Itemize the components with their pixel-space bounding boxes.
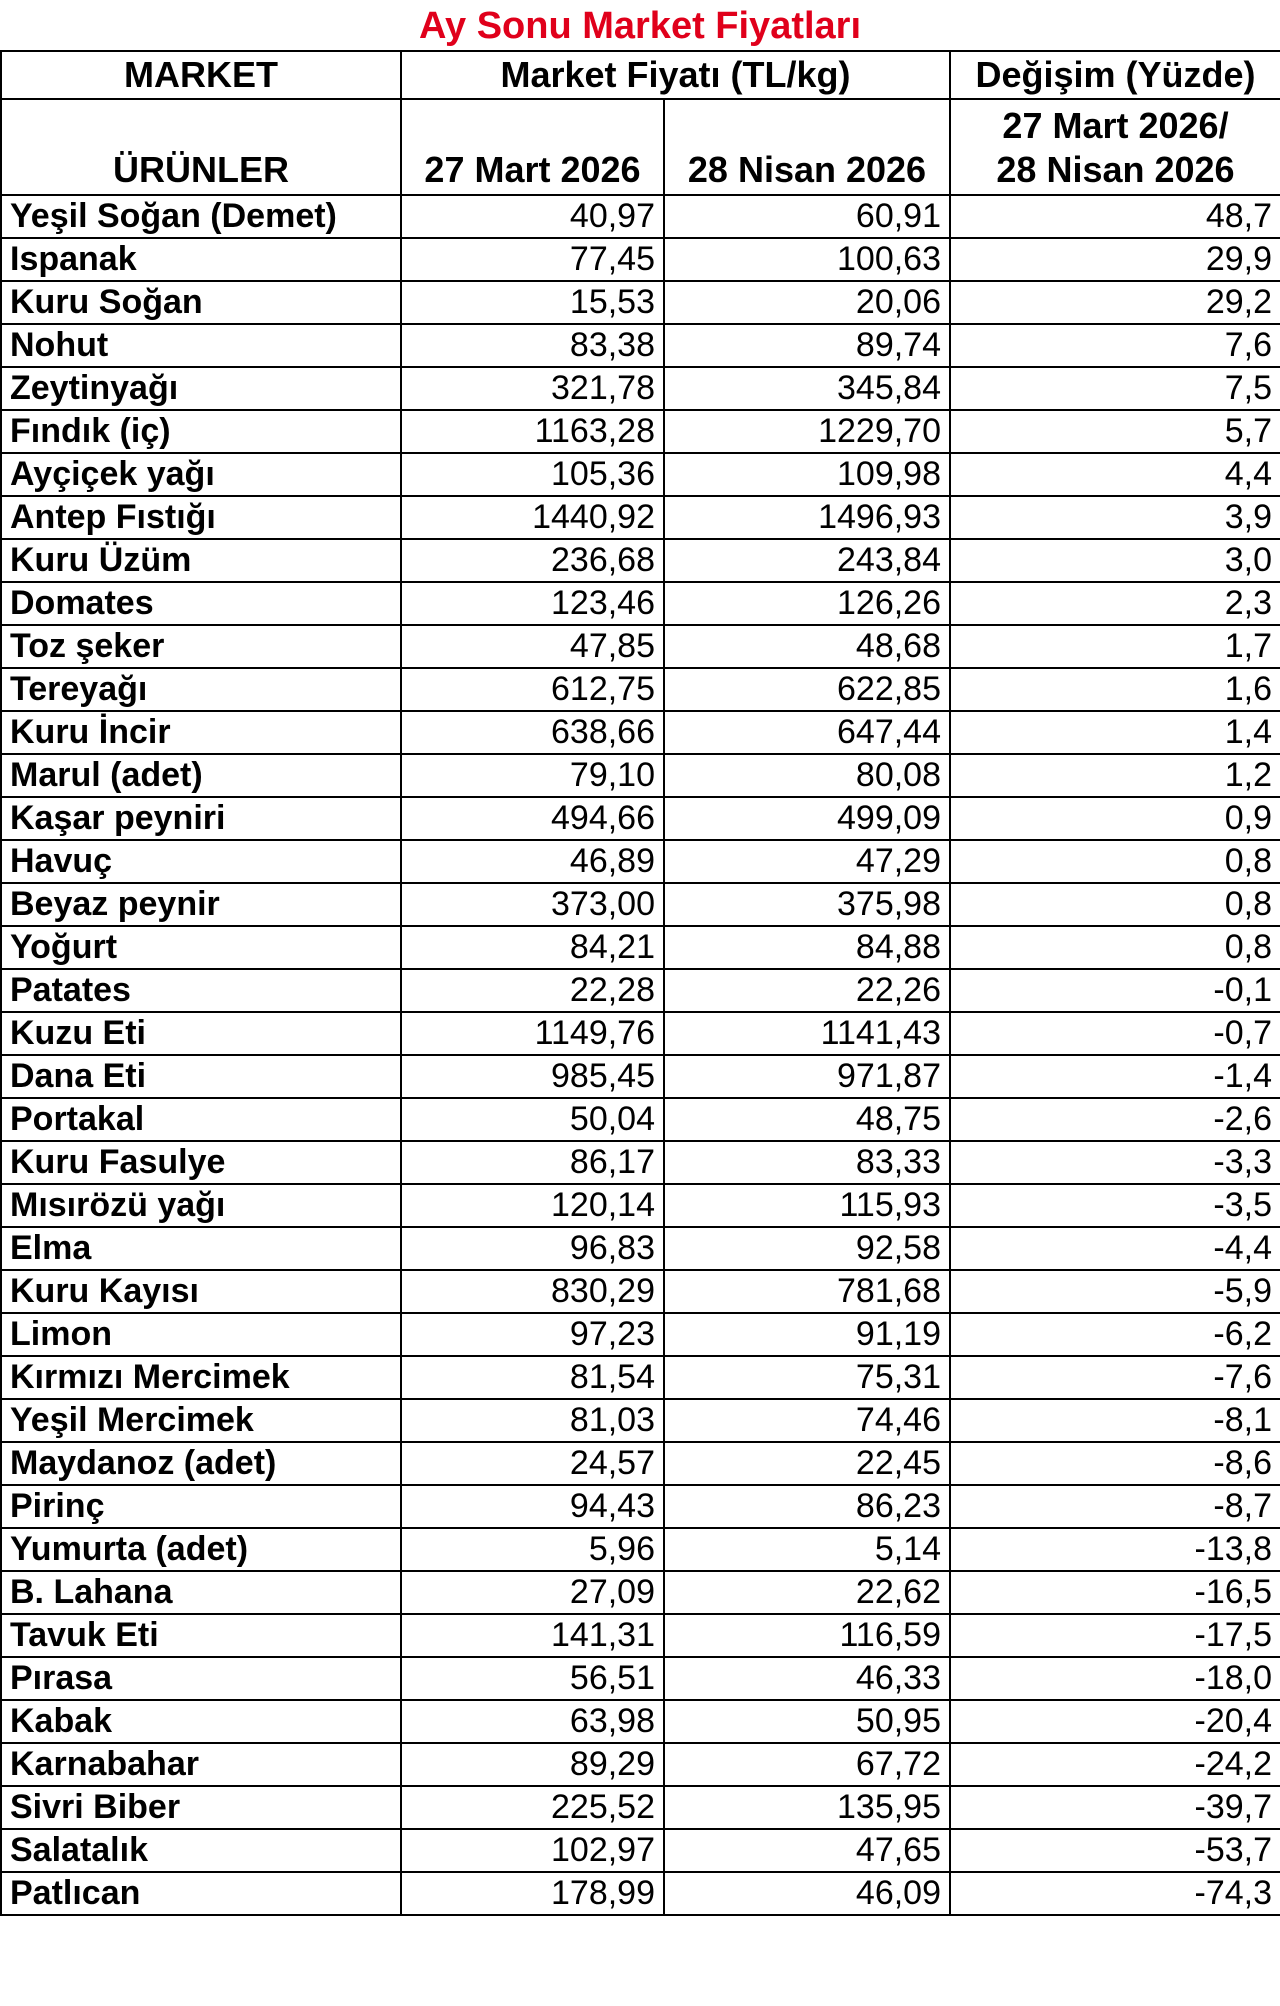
product-name-cell: Kabak (1, 1700, 401, 1743)
price-march-cell: 321,78 (401, 367, 664, 410)
price-april-cell: 22,26 (664, 969, 950, 1012)
table-row (1, 539, 1280, 582)
header-change-period-line1: 27 Mart 2026/ (1002, 105, 1229, 146)
table-row (1, 625, 1280, 668)
price-march-cell: 830,29 (401, 1270, 664, 1313)
table-row (1, 410, 1280, 453)
header-change-group: Değişim (Yüzde) (950, 51, 1280, 99)
price-april-cell: 84,88 (664, 926, 950, 969)
price-april-cell: 115,93 (664, 1184, 950, 1227)
product-name-cell: Karnabahar (1, 1743, 401, 1786)
price-march-cell: 236,68 (401, 539, 664, 582)
price-april-cell: 345,84 (664, 367, 950, 410)
product-name-cell: Nohut (1, 324, 401, 367)
table-row (1, 195, 1280, 238)
change-percent-cell: 0,8 (950, 840, 1280, 883)
price-march-cell: 27,09 (401, 1571, 664, 1614)
product-name-cell: Ispanak (1, 238, 401, 281)
price-april-cell: 20,06 (664, 281, 950, 324)
price-april-cell: 22,62 (664, 1571, 950, 1614)
price-march-cell: 105,36 (401, 453, 664, 496)
price-march-cell: 102,97 (401, 1829, 664, 1872)
change-percent-cell: -1,4 (950, 1055, 1280, 1098)
product-name-cell: Patates (1, 969, 401, 1012)
change-percent-cell: -20,4 (950, 1700, 1280, 1743)
product-name-cell: Yeşil Soğan (Demet) (1, 195, 401, 238)
table-row (1, 1055, 1280, 1098)
price-march-cell: 141,31 (401, 1614, 664, 1657)
product-name-cell: B. Lahana (1, 1571, 401, 1614)
table-row (1, 1743, 1280, 1786)
product-name-cell: Sivri Biber (1, 1786, 401, 1829)
product-name-cell: Kaşar peyniri (1, 797, 401, 840)
product-name-cell: Kuru Üzüm (1, 539, 401, 582)
price-march-cell: 1149,76 (401, 1012, 664, 1055)
header-row-bottom (1, 99, 1280, 195)
change-percent-cell: 1,4 (950, 711, 1280, 754)
change-percent-cell: -18,0 (950, 1657, 1280, 1700)
price-march-cell: 86,17 (401, 1141, 664, 1184)
price-march-cell: 56,51 (401, 1657, 664, 1700)
price-march-cell: 94,43 (401, 1485, 664, 1528)
product-name-cell: Havuç (1, 840, 401, 883)
price-march-cell: 47,85 (401, 625, 664, 668)
change-percent-cell: 48,7 (950, 195, 1280, 238)
change-percent-cell: 2,3 (950, 582, 1280, 625)
change-percent-cell: -3,5 (950, 1184, 1280, 1227)
price-march-cell: 120,14 (401, 1184, 664, 1227)
change-percent-cell: -13,8 (950, 1528, 1280, 1571)
price-march-cell: 24,57 (401, 1442, 664, 1485)
table-row (1, 1270, 1280, 1313)
price-april-cell: 60,91 (664, 195, 950, 238)
table-row (1, 1227, 1280, 1270)
change-percent-cell: 7,5 (950, 367, 1280, 410)
price-april-cell: 92,58 (664, 1227, 950, 1270)
price-march-cell: 40,97 (401, 195, 664, 238)
price-march-cell: 22,28 (401, 969, 664, 1012)
product-name-cell: Marul (adet) (1, 754, 401, 797)
price-april-cell: 75,31 (664, 1356, 950, 1399)
table-row (1, 1829, 1280, 1872)
table-row (1, 1571, 1280, 1614)
price-april-cell: 499,09 (664, 797, 950, 840)
change-percent-cell: 0,8 (950, 883, 1280, 926)
change-percent-cell: 29,2 (950, 281, 1280, 324)
product-name-cell: Tavuk Eti (1, 1614, 401, 1657)
product-name-cell: Toz şeker (1, 625, 401, 668)
product-name-cell: Kuru İncir (1, 711, 401, 754)
product-name-cell: Tereyağı (1, 668, 401, 711)
price-march-cell: 89,29 (401, 1743, 664, 1786)
product-name-cell: Zeytinyağı (1, 367, 401, 410)
price-april-cell: 48,75 (664, 1098, 950, 1141)
product-name-cell: Yumurta (adet) (1, 1528, 401, 1571)
price-march-cell: 373,00 (401, 883, 664, 926)
change-percent-cell: 4,4 (950, 453, 1280, 496)
change-percent-cell: -8,1 (950, 1399, 1280, 1442)
price-april-cell: 5,14 (664, 1528, 950, 1571)
price-april-cell: 50,95 (664, 1700, 950, 1743)
table-row (1, 324, 1280, 367)
price-april-cell: 135,95 (664, 1786, 950, 1829)
header-date1: 27 Mart 2026 (401, 99, 664, 195)
price-april-cell: 46,09 (664, 1872, 950, 1915)
price-april-cell: 91,19 (664, 1313, 950, 1356)
price-march-cell: 77,45 (401, 238, 664, 281)
price-april-cell: 89,74 (664, 324, 950, 367)
table-row (1, 1786, 1280, 1829)
change-percent-cell: -3,3 (950, 1141, 1280, 1184)
header-change-period (950, 99, 1280, 195)
table-row (1, 1700, 1280, 1743)
price-april-cell: 126,26 (664, 582, 950, 625)
product-name-cell: Kuzu Eti (1, 1012, 401, 1055)
product-name-cell: Patlıcan (1, 1872, 401, 1915)
table-row (1, 1399, 1280, 1442)
product-name-cell: Kuru Soğan (1, 281, 401, 324)
price-april-cell: 100,63 (664, 238, 950, 281)
change-percent-cell: -39,7 (950, 1786, 1280, 1829)
price-april-cell: 116,59 (664, 1614, 950, 1657)
price-april-cell: 80,08 (664, 754, 950, 797)
change-percent-cell: 0,9 (950, 797, 1280, 840)
table-row (1, 1012, 1280, 1055)
page-title: Ay Sonu Market Fiyatları (418, 5, 862, 47)
table-row (1, 1184, 1280, 1227)
price-april-cell: 1141,43 (664, 1012, 950, 1055)
header-date2: 28 Nisan 2026 (664, 99, 950, 195)
product-name-cell: Ayçiçek yağı (1, 453, 401, 496)
header-market: MARKET (1, 51, 401, 99)
price-march-cell: 50,04 (401, 1098, 664, 1141)
header-price-group: Market Fiyatı (TL/kg) (401, 51, 950, 99)
header-row-top (1, 51, 1280, 99)
change-percent-cell: 7,6 (950, 324, 1280, 367)
table-row (1, 453, 1280, 496)
price-march-cell: 225,52 (401, 1786, 664, 1829)
change-percent-cell: 1,7 (950, 625, 1280, 668)
table-row (1, 1528, 1280, 1571)
table-row (1, 969, 1280, 1012)
price-april-cell: 46,33 (664, 1657, 950, 1700)
table-row (1, 711, 1280, 754)
product-name-cell: Pırasa (1, 1657, 401, 1700)
price-march-cell: 638,66 (401, 711, 664, 754)
price-march-cell: 46,89 (401, 840, 664, 883)
price-march-cell: 63,98 (401, 1700, 664, 1743)
product-name-cell: Salatalık (1, 1829, 401, 1872)
price-april-cell: 1496,93 (664, 496, 950, 539)
change-percent-cell: -24,2 (950, 1743, 1280, 1786)
price-march-cell: 178,99 (401, 1872, 664, 1915)
price-march-cell: 81,03 (401, 1399, 664, 1442)
price-april-cell: 47,65 (664, 1829, 950, 1872)
price-april-cell: 1229,70 (664, 410, 950, 453)
product-name-cell: Beyaz peynir (1, 883, 401, 926)
product-name-cell: Yeşil Mercimek (1, 1399, 401, 1442)
product-name-cell: Antep Fıstığı (1, 496, 401, 539)
price-march-cell: 84,21 (401, 926, 664, 969)
product-name-cell: Fındık (iç) (1, 410, 401, 453)
change-percent-cell: -5,9 (950, 1270, 1280, 1313)
change-percent-cell: -0,7 (950, 1012, 1280, 1055)
table-row (1, 840, 1280, 883)
price-april-cell: 622,85 (664, 668, 950, 711)
product-name-cell: Kuru Kayısı (1, 1270, 401, 1313)
product-name-cell: Yoğurt (1, 926, 401, 969)
price-april-cell: 971,87 (664, 1055, 950, 1098)
product-name-cell: Portakal (1, 1098, 401, 1141)
product-name-cell: Kırmızı Mercimek (1, 1356, 401, 1399)
product-name-cell: Limon (1, 1313, 401, 1356)
change-percent-cell: -8,7 (950, 1485, 1280, 1528)
price-april-cell: 647,44 (664, 711, 950, 754)
table-row (1, 754, 1280, 797)
price-march-cell: 15,53 (401, 281, 664, 324)
change-percent-cell: -74,3 (950, 1872, 1280, 1915)
change-percent-cell: -7,6 (950, 1356, 1280, 1399)
price-march-cell: 494,66 (401, 797, 664, 840)
product-name-cell: Dana Eti (1, 1055, 401, 1098)
change-percent-cell: -4,4 (950, 1227, 1280, 1270)
table-row (1, 582, 1280, 625)
product-name-cell: Kuru Fasulye (1, 1141, 401, 1184)
price-april-cell: 83,33 (664, 1141, 950, 1184)
table-row (1, 797, 1280, 840)
price-march-cell: 97,23 (401, 1313, 664, 1356)
change-percent-cell: 29,9 (950, 238, 1280, 281)
change-percent-cell: 3,9 (950, 496, 1280, 539)
price-march-cell: 1440,92 (401, 496, 664, 539)
table-row (1, 1485, 1280, 1528)
price-april-cell: 48,68 (664, 625, 950, 668)
change-percent-cell: -0,1 (950, 969, 1280, 1012)
table-row (1, 281, 1280, 324)
change-percent-cell: -6,2 (950, 1313, 1280, 1356)
price-march-cell: 5,96 (401, 1528, 664, 1571)
change-percent-cell: -53,7 (950, 1829, 1280, 1872)
price-april-cell: 86,23 (664, 1485, 950, 1528)
price-march-cell: 612,75 (401, 668, 664, 711)
price-march-cell: 985,45 (401, 1055, 664, 1098)
price-march-cell: 79,10 (401, 754, 664, 797)
price-march-cell: 83,38 (401, 324, 664, 367)
table-row (1, 1657, 1280, 1700)
table-row (1, 1141, 1280, 1184)
table-row (1, 926, 1280, 969)
table-row (1, 1614, 1280, 1657)
change-percent-cell: -16,5 (950, 1571, 1280, 1614)
price-april-cell: 74,46 (664, 1399, 950, 1442)
table-row (1, 496, 1280, 539)
change-percent-cell: 3,0 (950, 539, 1280, 582)
table-row (1, 1356, 1280, 1399)
change-percent-cell: -8,6 (950, 1442, 1280, 1485)
price-march-cell: 123,46 (401, 582, 664, 625)
change-percent-cell: 1,2 (950, 754, 1280, 797)
price-april-cell: 375,98 (664, 883, 950, 926)
price-april-cell: 67,72 (664, 1743, 950, 1786)
product-name-cell: Maydanoz (adet) (1, 1442, 401, 1485)
price-april-cell: 22,45 (664, 1442, 950, 1485)
price-april-cell: 243,84 (664, 539, 950, 582)
change-percent-cell: -17,5 (950, 1614, 1280, 1657)
product-name-cell: Pirinç (1, 1485, 401, 1528)
header-change-period-line2: 28 Nisan 2026 (996, 149, 1235, 190)
header-products: ÜRÜNLER (1, 99, 401, 195)
price-march-cell: 81,54 (401, 1356, 664, 1399)
product-name-cell: Domates (1, 582, 401, 625)
product-name-cell: Mısırözü yağı (1, 1184, 401, 1227)
price-april-cell: 47,29 (664, 840, 950, 883)
change-percent-cell: -2,6 (950, 1098, 1280, 1141)
price-april-cell: 781,68 (664, 1270, 950, 1313)
table-body (1, 195, 1280, 1915)
change-percent-cell: 5,7 (950, 410, 1280, 453)
table-row (1, 883, 1280, 926)
price-table (0, 50, 1280, 1916)
price-april-cell: 109,98 (664, 453, 950, 496)
table-row (1, 1442, 1280, 1485)
table-row (1, 1313, 1280, 1356)
product-name-cell: Elma (1, 1227, 401, 1270)
table-row (1, 238, 1280, 281)
table-row (1, 1872, 1280, 1915)
table-row (1, 668, 1280, 711)
table-row (1, 367, 1280, 410)
change-percent-cell: 1,6 (950, 668, 1280, 711)
price-march-cell: 96,83 (401, 1227, 664, 1270)
table-row (1, 1098, 1280, 1141)
price-march-cell: 1163,28 (401, 410, 664, 453)
change-percent-cell: 0,8 (950, 926, 1280, 969)
